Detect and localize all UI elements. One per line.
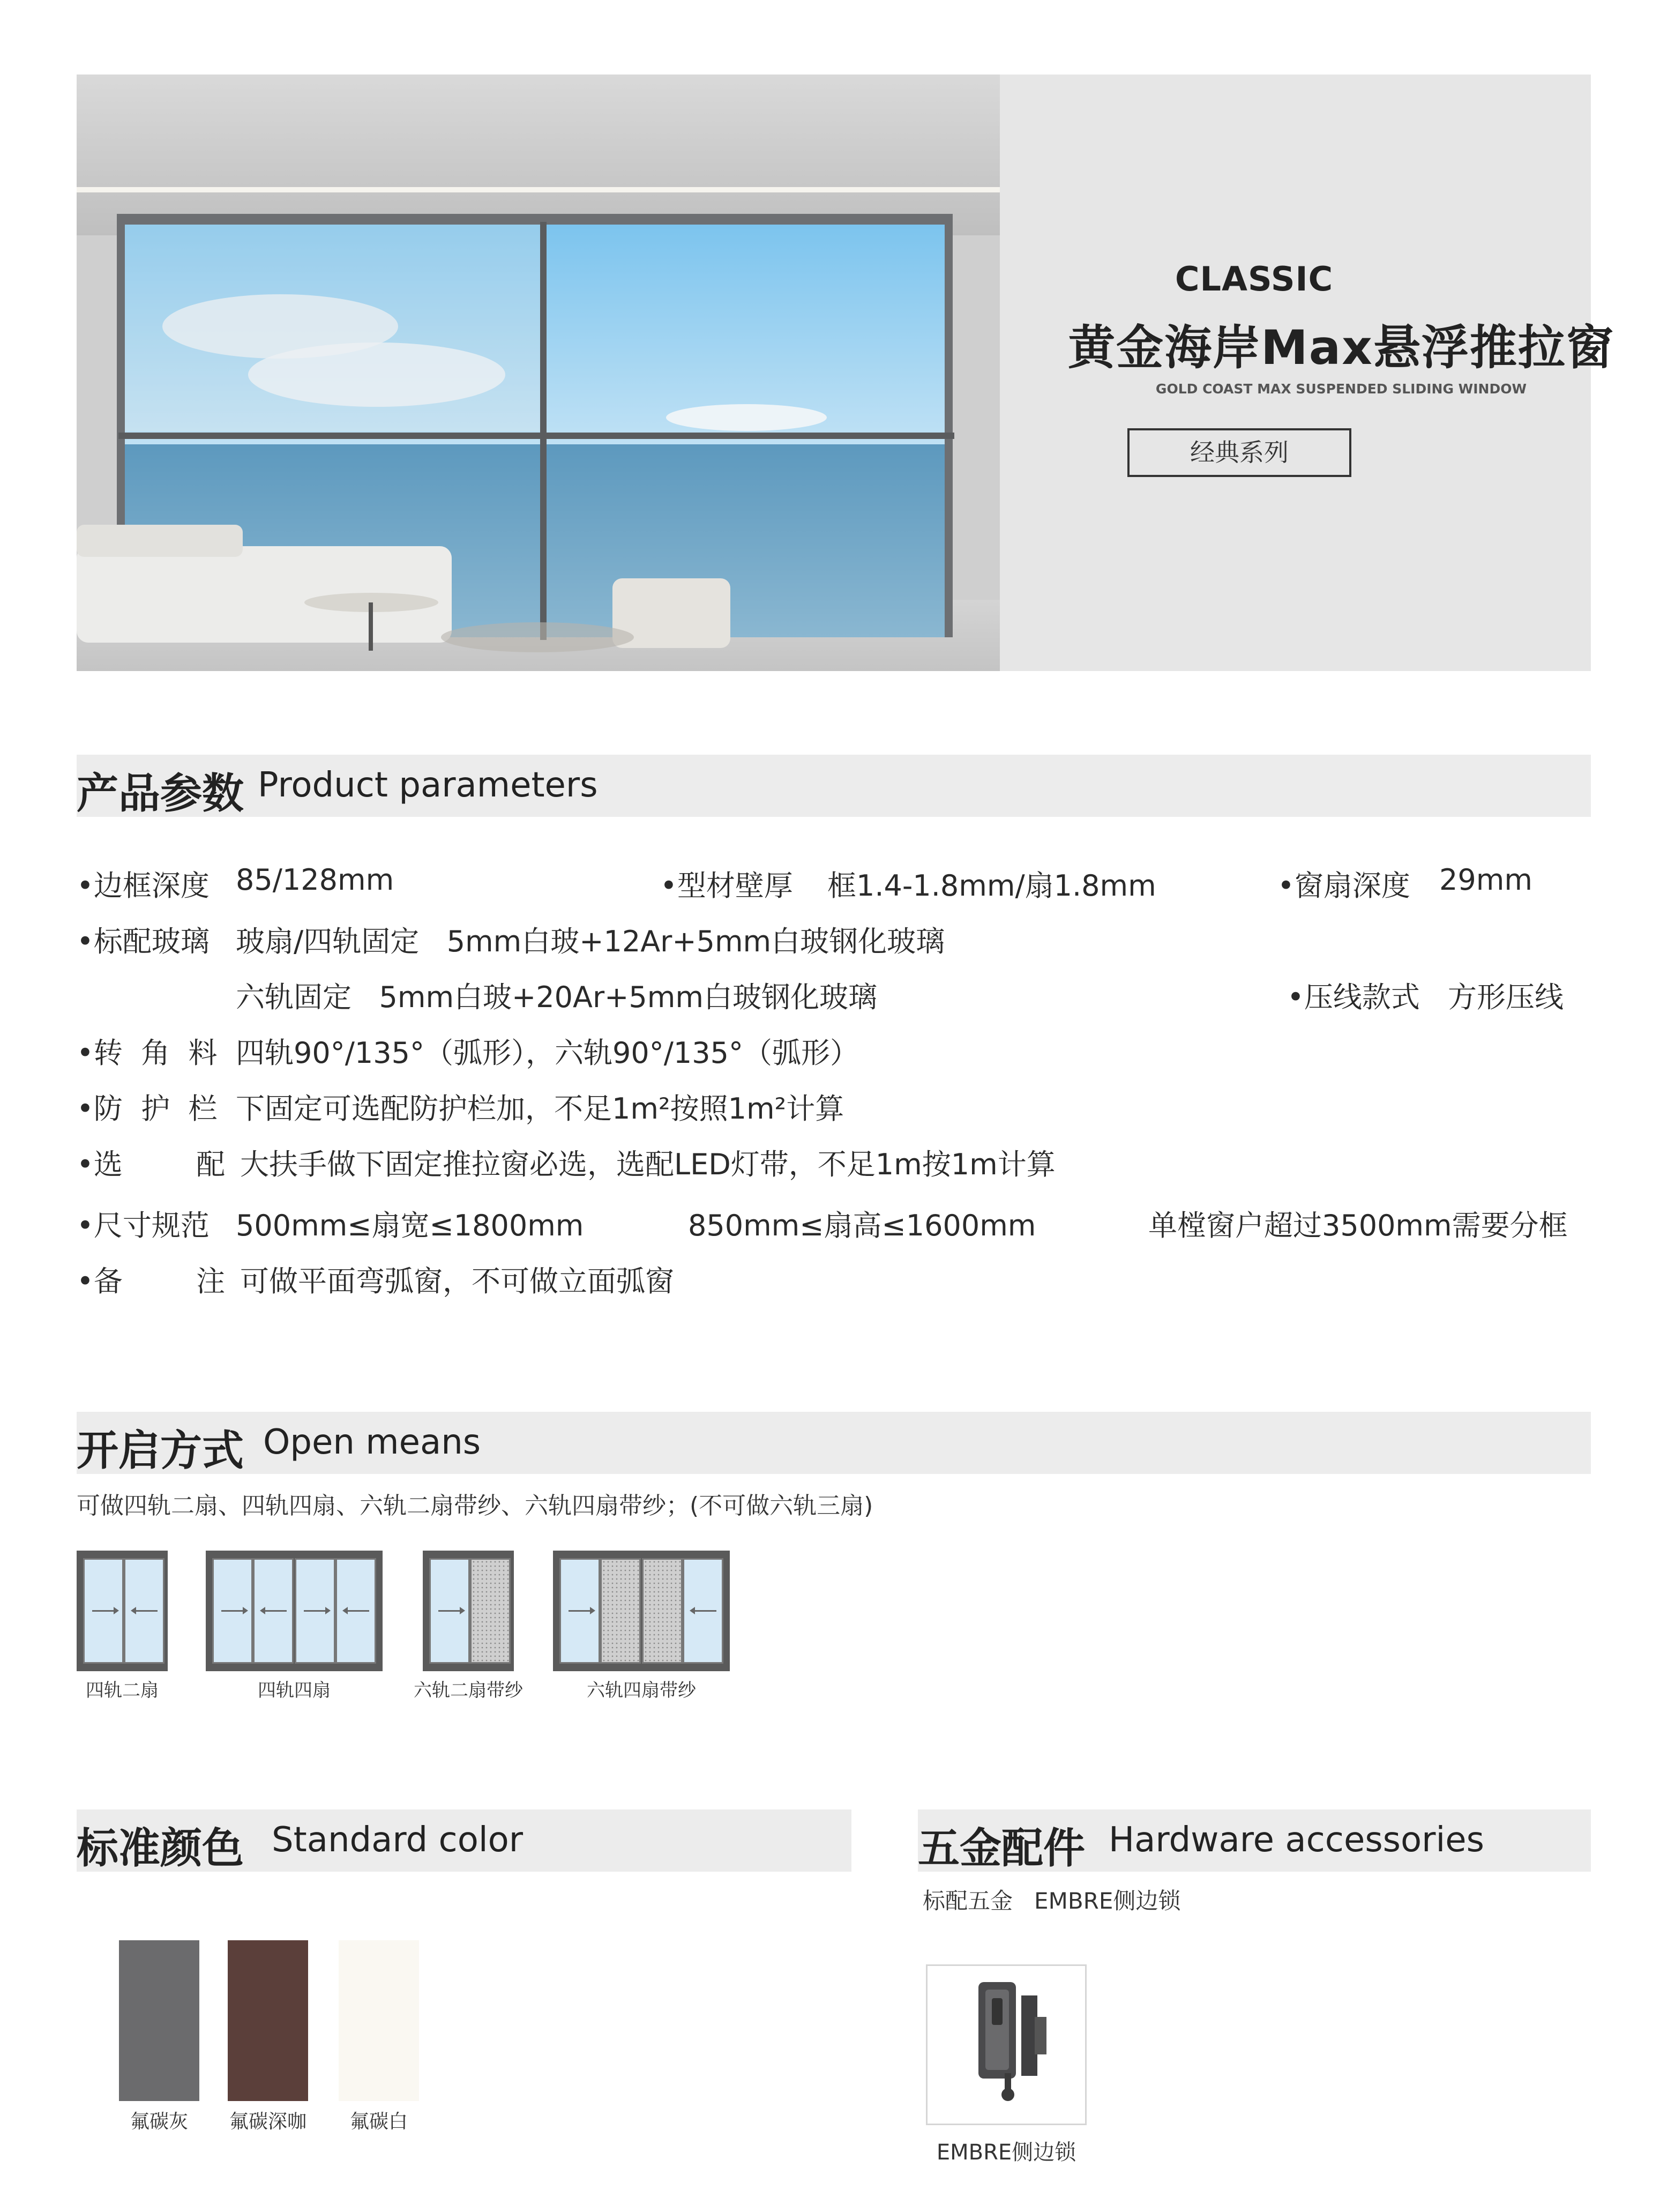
hero-series-en: CLASSIC <box>1175 259 1334 299</box>
glass-pane <box>83 1558 124 1664</box>
param-sash-depth-label: •窗扇深度 <box>1277 869 1410 903</box>
glass-pane <box>124 1558 164 1664</box>
color-name: 氟碳灰 <box>130 2111 188 2133</box>
param-size-label: •尺寸规范 <box>77 1209 210 1242</box>
param-wall-thickness-value: 框1.4-1.8mm/扇1.8mm <box>827 869 1156 903</box>
param-corner-label: •转 角 料 <box>77 1036 218 1070</box>
param-glass-label: •标配玻璃 <box>77 925 210 958</box>
screen-pane <box>600 1558 641 1664</box>
hero-title-cn: 黄金海岸Max悬浮推拉窗 <box>1068 320 1614 375</box>
hardware-lock-image <box>926 1964 1087 2125</box>
arrow-right-icon <box>438 1610 462 1612</box>
param-glass-value-2: 六轨固定 5mm白玻+20Ar+5mm白玻钢化玻璃 <box>236 980 877 1014</box>
diagram-caption: 六轨四扇带纱 <box>587 1680 696 1701</box>
color-title-en: Standard color <box>272 1820 524 1860</box>
param-size-width: 500mm≤扇宽≤1800mm <box>236 1209 584 1242</box>
arrow-right-icon <box>221 1610 245 1612</box>
param-remark-value: 可做平面弯弧窗，不可做立面弧窗 <box>240 1264 674 1298</box>
arrow-right-icon <box>92 1610 116 1612</box>
param-bead-value: 方形压线 <box>1448 980 1564 1014</box>
hero-title-en: GOLD COAST MAX SUSPENDED SLIDING WINDOW <box>1155 381 1527 397</box>
diagram-6track-2sash-screen <box>423 1551 514 1671</box>
param-corner-value: 四轨90°/135°（弧形），六轨90°/135°（弧形） <box>236 1036 859 1070</box>
param-wall-thickness-label: •型材壁厚 <box>660 869 793 903</box>
param-guard-label: •防 护 栏 <box>77 1092 218 1126</box>
glass-pane <box>559 1558 600 1664</box>
param-guard-value: 下固定可选配防护栏加，不足1m²按照1m²计算 <box>236 1092 844 1126</box>
diagram-caption: 四轨四扇 <box>258 1680 331 1701</box>
arrow-right-icon <box>304 1610 327 1612</box>
diagram-caption: 六轨二扇带纱 <box>414 1680 523 1701</box>
param-size-note: 单樘窗户超过3500mm需要分框 <box>1148 1209 1568 1242</box>
hardware-title-en: Hardware accessories <box>1109 1820 1484 1860</box>
open-title-en: Open means <box>263 1422 481 1462</box>
hardware-title-cn: 五金配件 <box>918 1824 1086 1873</box>
param-glass-value-1: 玻扇/四轨固定 5mm白玻+12Ar+5mm白玻钢化玻璃 <box>236 925 945 958</box>
screen-pane <box>642 1558 683 1664</box>
params-title-cn: 产品参数 <box>77 770 244 818</box>
room-illustration <box>77 75 1000 671</box>
open-title-cn: 开启方式 <box>77 1427 244 1475</box>
hardware-section-header <box>918 1809 1591 1872</box>
param-frame-depth-label: •边框深度 <box>77 869 210 903</box>
color-swatch-grey <box>119 1940 199 2101</box>
arrow-right-icon <box>569 1610 592 1612</box>
hero-room-photo <box>77 75 1000 671</box>
side-lock-icon <box>928 1966 1085 2124</box>
params-section-header <box>77 755 1591 817</box>
color-name: 氟碳深咖 <box>229 2111 306 2133</box>
color-swatch-white <box>339 1940 419 2101</box>
glass-pane <box>253 1558 294 1664</box>
series-button[interactable]: 经典系列 <box>1127 428 1351 477</box>
diagram-6track-4sash-screen <box>553 1551 730 1671</box>
open-description: 可做四轨二扇、四轨四扇、六轨二扇带纱、六轨四扇带纱；(不可做六轨三扇) <box>77 1492 873 1520</box>
color-title-cn: 标准颜色 <box>77 1824 244 1873</box>
screen-pane <box>470 1558 511 1664</box>
param-bead-label: •压线款式 <box>1287 980 1420 1014</box>
hardware-item-caption: EMBRE侧边锁 <box>936 2140 1076 2165</box>
diagram-caption: 四轨二扇 <box>86 1680 159 1701</box>
params-title-en: Product parameters <box>258 765 598 805</box>
arrow-left-icon <box>263 1610 287 1612</box>
open-section-header <box>77 1412 1591 1474</box>
param-remark-label: •备 注 <box>77 1264 226 1298</box>
glass-pane <box>683 1558 723 1664</box>
glass-pane <box>295 1558 335 1664</box>
glass-pane <box>429 1558 470 1664</box>
hero-banner <box>77 75 1614 671</box>
arrow-left-icon <box>134 1610 158 1612</box>
glass-pane <box>212 1558 253 1664</box>
glass-pane <box>335 1558 376 1664</box>
color-name: 氟碳白 <box>349 2111 408 2133</box>
param-option-value: 大扶手做下固定推拉窗必选，选配LED灯带，不足1m按1m计算 <box>240 1148 1056 1181</box>
diagram-4track-2sash <box>77 1551 168 1671</box>
diagram-4track-4sash <box>206 1551 383 1671</box>
color-section-header <box>77 1809 851 1872</box>
param-frame-depth-value: 85/128mm <box>236 863 394 897</box>
param-sash-depth-value: 29mm <box>1439 863 1532 897</box>
arrow-left-icon <box>346 1610 369 1612</box>
arrow-left-icon <box>693 1610 716 1612</box>
param-option-label: •选 配 <box>77 1148 226 1181</box>
color-swatch-dark-coffee <box>228 1940 308 2101</box>
hardware-standard: 标配五金 EMBRE侧边锁 <box>923 1888 1181 1914</box>
param-size-height: 850mm≤扇高≤1600mm <box>688 1209 1036 1242</box>
